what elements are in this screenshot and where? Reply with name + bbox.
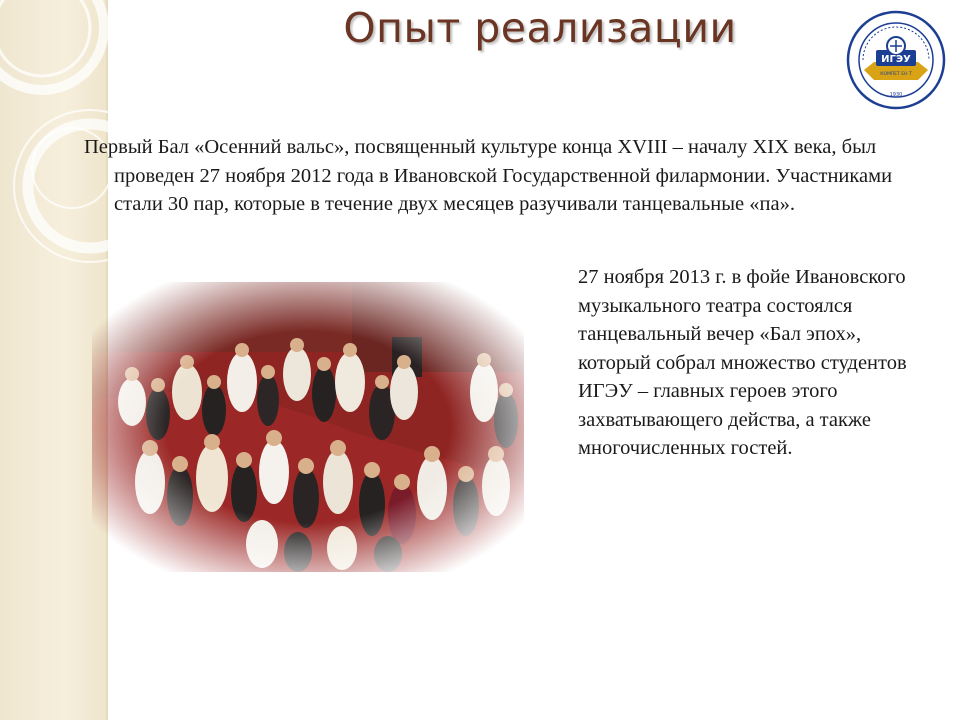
logo-center-text: ИГЭУ <box>881 54 911 65</box>
paragraph-ball-of-eras: 27 ноября 2013 г. в фойе Ивановского музыкального театра состоялся танцевальный вечер «Бал эпох», который собрал множество студентов ИГЭУ – главных героев этого захватывающего действа, а также многочисленных гостей. <box>578 266 907 459</box>
igeu-logo <box>846 10 946 110</box>
paragraph-autumn-waltz: Первый Бал «Осенний вальс», посвященный культуре конца XVIII – началу XIX века, был проведен 27 ноября 2012 года в Ивановской Государственной филармонии. Участниками стали 30 пар, которые в течение двух месяцев разучивали танцевальные «па». <box>84 136 893 215</box>
logo-year: 1930 <box>889 92 903 98</box>
logo-ribbon-text: КОМПЕТ ЕН Т <box>880 72 912 77</box>
slide-title: Опыт реализации <box>343 4 737 52</box>
ballroom-dance-photo <box>92 282 524 572</box>
